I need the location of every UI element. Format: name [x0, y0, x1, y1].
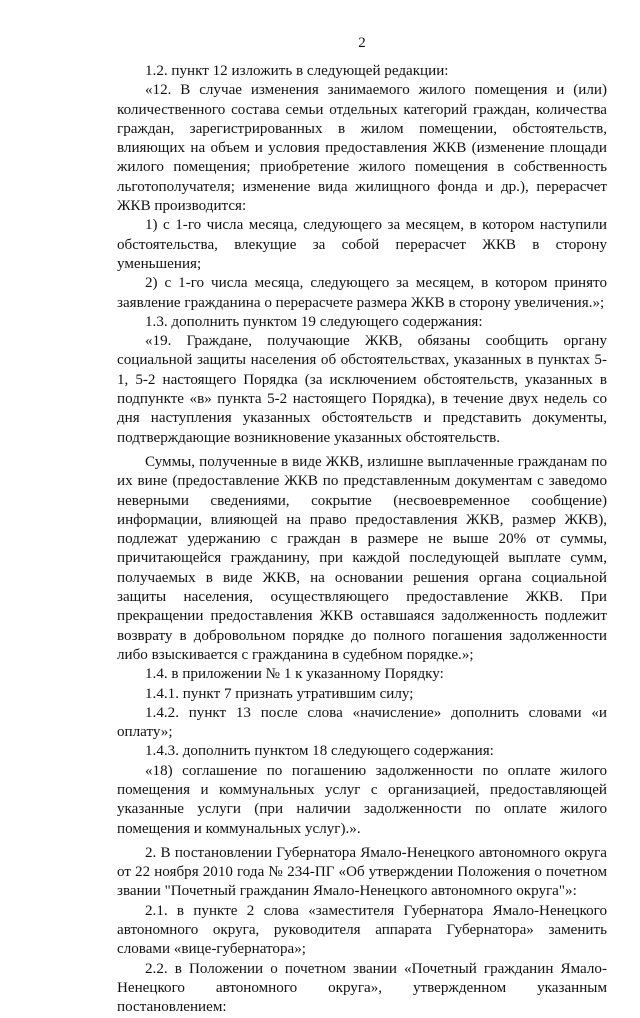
- paragraph-1-2: 1.2. пункт 12 изложить в следующей редакции:: [145, 63, 449, 79]
- page-number: 2: [358, 35, 366, 51]
- paragraph-subpoint-1: 1) с 1-го числа месяца, следующего за месяцем, в котором наступили обстоятельства, влекущие за собой перерасчет ЖКВ в сторону уменьшения;: [117, 217, 607, 272]
- paragraph-1-4-3: 1.4.3. дополнить пунктом 18 следующего содержания:: [145, 743, 494, 760]
- paragraph-2-1: 2.1. в пункте 2 слова «заместителя Губернатора Ямало-Ненецкого автономного округа, руководителя аппарата Губернатора» заменить словами «вице-губернатора»;: [117, 902, 607, 958]
- paragraph-2: 2. В постановлении Губернатора Ямало-Ненецкого автономного округа от 22 ноября 2010 года № 234-ПГ «Об утверждении Положения о почетном звании "Почетный гражданин Ямало-Ненецкого автономного округа"»:: [117, 844, 607, 900]
- paragraph-point-18: «18) соглашение по погашению задолженности по оплате жилого помещения и коммунальных услуг с организацией, предоставляющей указанные услуги (при наличии задолженности по оплате жилого помещения и коммунальных услуг).».: [117, 762, 607, 837]
- paragraph-1-4-2: 1.4.2. пункт 13 после слова «начисление» дополнить словами «и оплату»;: [117, 704, 607, 741]
- paragraph-point-19: «19. Граждане, получающие ЖКВ, обязаны сообщить органу социальной защиты населения об обстоятельствах, указанных в пунктах 5-1, 5-2 настоящего Порядка (за исключением обстоятельств, указанных в подпункте «в» пункта 5-2 настоящего Порядка), в течение двух недель со дня наступления указанных обстоятельств и представить документы, подтверждающие возникновение указанных обстоятельств.: [117, 333, 607, 446]
- document-body: [117, 62, 607, 1018]
- paragraph-1-4: 1.4. в приложении № 1 к указанному Порядку:: [145, 666, 444, 683]
- paragraph-1-3: 1.3. дополнить пунктом 19 следующего содержания:: [145, 313, 483, 330]
- paragraph-1-4-1: 1.4.1. пункт 7 признать утратившим силу;: [145, 685, 414, 702]
- paragraph-point-12: «12. В случае изменения занимаемого жилого помещения и (или) количественного состава семьи отдельных категорий граждан, количества граждан, зарегистрированных в жилом помещении, обстоятельств, влияющих на объем и условия предоставления ЖКВ (изменение площади жилого помещения; приобретение жилого помещения в собственность льготополучателя; изменение вида жилищного фонда и др.), перерасчет ЖКВ производится:: [117, 82, 607, 215]
- paragraph-sums: Суммы, полученные в виде ЖКВ, излишне выплаченные гражданам по их вине (предоставление ЖКВ по представленным документам с заведомо неверными сведениями, сокрытие (несвоевременное сообщение) информации, влияющей на право предоставления ЖКВ, размер ЖКВ), подлежат удержанию с граждан в размере не выше 20% от суммы, причитающейся гражданину, при каждой последующей выплате сумм, получаемых в виде ЖКВ, на основании решения органа социальной защиты населения, осуществляющего предоставление ЖКВ. При прекращении предоставления ЖКВ оставшаяся задолженность подлежит возврату в добровольном порядке до полного погашения задолженности либо взыскивается с гражданина в судебном порядке.»;: [117, 453, 607, 663]
- paragraph-subpoint-2: 2) с 1-го числа месяца, следующего за месяцем, в котором принято заявление гражданина о перерасчете размера ЖКВ в сторону увеличения.»;: [117, 275, 607, 311]
- paragraph-2-2: 2.2. в Положении о почетном звании «Почетный гражданин Ямало-Ненецкого автономного округа», утвержденном указанным постановлением:: [117, 960, 607, 1016]
